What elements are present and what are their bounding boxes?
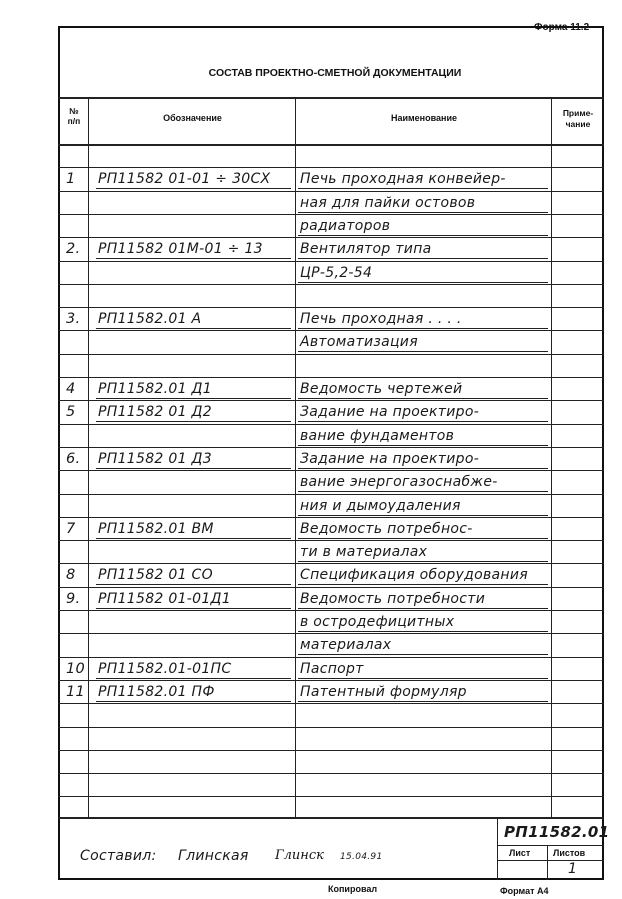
entry-name-line: Ведомость потребности [300,590,486,607]
entry-designation: РП11582.01 ПФ [98,683,215,700]
signature: Глинск [275,848,324,863]
name-underline [298,282,548,283]
row-rule [58,261,604,262]
row-rule [58,354,604,355]
header-num: № п/п [67,106,81,126]
entry-number: 8 [66,567,76,584]
entry-designation: РП11582 01М-01 ÷ 13 [98,241,263,258]
designation-underline [96,701,291,702]
name-underline [298,445,548,446]
designation-underline [96,188,291,189]
row-rule [58,633,604,634]
name-underline [298,468,548,469]
row-rule [58,470,604,471]
name-underline [298,421,548,422]
entry-designation: РП11582 01 Д3 [98,450,212,467]
designation-underline [96,678,291,679]
entry-name-line: ти в материалах [300,544,428,561]
name-underline [298,258,548,259]
footer-vline-2 [547,845,548,880]
entry-name-line: в остродефицитных [300,614,455,630]
name-underline [298,701,548,702]
entry-name-line: ния и дымоудаления [300,497,461,514]
name-underline [298,351,548,352]
entry-name-line: Ведомость потребнос- [300,520,473,537]
entry-designation: РП11582.01 ВМ [98,520,214,537]
row-rule [58,214,604,215]
entry-name-line: ЦР-5,2-54 [300,264,373,281]
sheets-label: Листов [553,848,586,858]
entry-name-line: Спецификация оборудования [300,567,528,584]
date: 15.04.91 [340,852,383,862]
row-rule [58,237,604,238]
entry-number: 10 [66,660,86,677]
entry-number: 9. [66,590,81,607]
row-rule [58,773,604,774]
row-rule [58,447,604,448]
name-underline [298,538,548,539]
doc-code: РП11582.01 [504,823,610,841]
entry-designation: РП11582.01-01ПС [98,660,232,677]
designation-underline [96,538,291,539]
name-underline [298,654,548,655]
entry-name-line: Печь проходная . . . . [300,311,462,328]
entry-number: 1 [66,171,76,188]
entry-name-line: вание фундаментов [300,427,455,444]
entry-name-line: Автоматизация [300,334,418,351]
entry-name-line: вание энергогазоснабже- [300,474,498,491]
footer-vline-1 [497,817,498,880]
entry-name-line: Патентный формуляр [300,683,467,700]
entry-name-line: ная для пайки остовов [300,194,476,211]
row-rule [58,610,604,611]
entry-name-line: Вентилятор типа [300,241,432,258]
entry-designation: РП11582 01-01Д1 [98,590,231,607]
name-underline [298,608,548,609]
name-underline [298,188,548,189]
compiled-name: Глинская [178,848,249,864]
name-underline [298,678,548,679]
row-rule [58,796,604,797]
row-rule [58,377,604,378]
designation-underline [96,258,291,259]
header-bottom-line [58,144,604,146]
header-top-line [58,97,604,99]
entry-name-line: Паспорт [300,660,364,677]
entry-name-line: Задание на проектиро- [300,450,480,467]
col-line-1 [88,97,89,817]
compiled-label: Составил: [80,848,157,864]
name-underline [298,398,548,399]
name-underline [298,212,548,213]
entry-number: 5 [66,404,76,421]
entry-number: 6. [66,450,81,467]
row-rule [58,703,604,704]
name-underline [298,561,548,562]
form-label: Форма 11.2 [534,22,590,33]
designation-underline [96,608,291,609]
row-rule [58,330,604,331]
row-rule [58,284,604,285]
name-underline [298,491,548,492]
format-label: Формат А4 [500,886,549,896]
name-underline [298,328,548,329]
row-rule [58,167,604,168]
sheet-label: Лист [509,848,531,858]
header-name: Наименование [390,113,458,123]
entry-number: 11 [66,683,86,700]
row-rule [58,424,604,425]
entry-designation: РП11582.01 А [98,311,202,328]
name-underline [298,235,548,236]
footer-hline-1 [497,845,604,846]
row-rule [58,750,604,751]
col-line-3 [551,97,552,817]
designation-underline [96,328,291,329]
row-rule [58,563,604,564]
entry-number: 7 [66,520,76,537]
row-rule [58,307,604,308]
footer-hline-2 [497,860,604,861]
document-title: СОСТАВ ПРОЕКТНО-СМЕТНОЙ ДОКУМЕНТАЦИИ [208,67,462,79]
footer-top-line [58,817,604,819]
row-rule [58,680,604,681]
entry-number: 3. [66,311,81,328]
entry-name-line: Задание на проектиро- [300,404,480,421]
col-line-2 [295,97,296,817]
entry-name-line: радиаторов [300,217,391,234]
name-underline [298,631,548,632]
entry-name-line: материалах [300,637,392,654]
row-rule [58,657,604,658]
entry-name-line: Печь проходная конвейер- [300,171,506,188]
entry-number: 2. [66,241,81,258]
entry-number: 4 [66,381,76,397]
entry-designation: РП11582 01 Д2 [98,404,212,421]
row-rule [58,587,604,588]
row-rule [58,494,604,495]
entry-designation: РП11582 01 СО [98,567,213,584]
entry-designation: РП11582.01 Д1 [98,381,212,397]
sheets-value: 1 [568,861,578,877]
entry-designation: РП11582 01-01 ÷ 30СХ [98,171,271,188]
header-note: Приме- чание [562,108,594,129]
row-rule [58,727,604,728]
copied-label: Копировал [328,884,378,894]
entry-name-line: Ведомость чертежей [300,381,463,397]
row-rule [58,517,604,518]
header-designation: Обозначение [163,113,222,123]
row-rule [58,191,604,192]
designation-underline [96,398,291,399]
name-underline [298,584,548,585]
row-rule [58,400,604,401]
row-rule [58,540,604,541]
designation-underline [96,468,291,469]
designation-underline [96,584,291,585]
name-underline [298,515,548,516]
designation-underline [96,421,291,422]
